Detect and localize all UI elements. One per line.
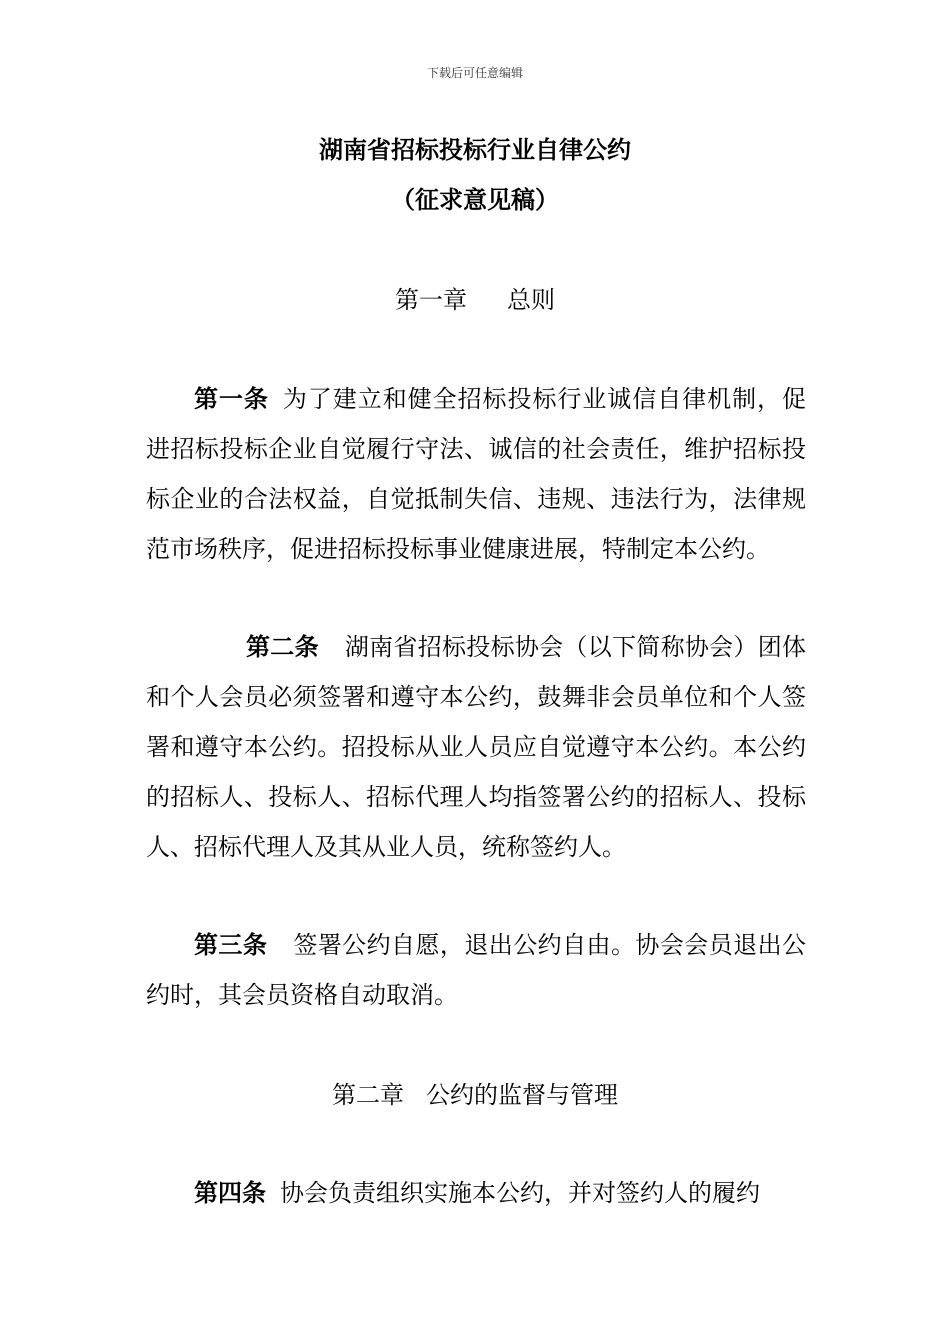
article-text: 为了建立和健全招标投标行业诚信自律机制，促进招标投标企业自觉履行守法、诚信的社会责任，维护招标投标企业的合法权益，自觉抵制失信、违规、违法行为，法律规范市场秩序，促进招标投标事业健康进展，特制定本公约。: [146, 385, 807, 563]
article-3: [146, 920, 806, 1020]
chapter-number: 第一章: [395, 286, 467, 314]
chapter-name: 公约的监督与管理: [426, 1081, 618, 1109]
chapter-heading-2: [0, 1078, 950, 1112]
article-label: 第四条: [194, 1179, 266, 1207]
article-text: 协会负责组织实施本公约，并对签约人的履约: [280, 1179, 760, 1207]
article-label: 第三条: [194, 931, 268, 959]
article-1: [146, 374, 806, 574]
chapter-heading-1: [0, 283, 950, 317]
article-4: [146, 1168, 806, 1218]
chapter-name: 总则: [507, 286, 555, 314]
chapter-number: 第二章: [332, 1081, 404, 1109]
document-subtitle: （征求意见稿）: [391, 186, 559, 214]
article-2: [146, 622, 806, 872]
article-label: 第二条: [246, 633, 319, 661]
article-text: 签署公约自愿，退出公约自由。协会会员退出公约时，其会员资格自动取消。: [146, 931, 807, 1009]
header-note: 下载后可任意编辑: [426, 66, 523, 80]
document-title: 湖南省招标投标行业自律公约: [319, 136, 631, 164]
article-label: 第一条: [194, 385, 269, 413]
article-text: 湖南省招标投标协会（以下简称协会）团体和个人会员必须签署和遵守本公约，鼓舞非会员单位和个人签署和遵守本公约。招投标从业人员应自觉遵守本公约。本公约的招标人、投标人、招标代理人均指签署公约的招标人、投标人、招标代理人及其从业人员，统称签约人。: [146, 633, 807, 861]
